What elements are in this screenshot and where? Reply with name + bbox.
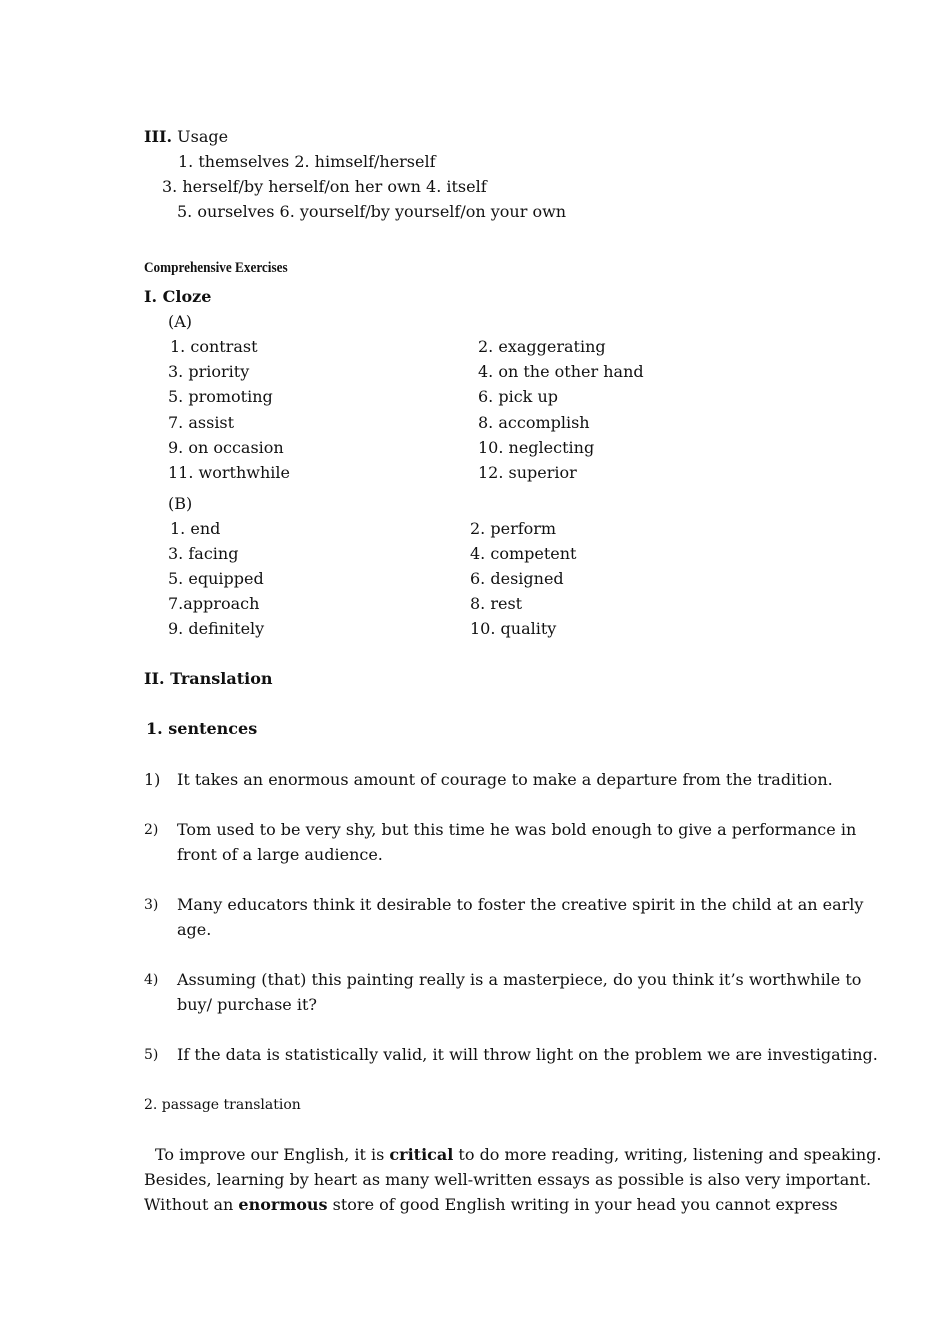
- cloze-b-answer: 8. rest: [470, 594, 523, 613]
- sentence-text: Tom used to be very shy, but this time he was bold enough to give a performance in: [177, 820, 857, 839]
- usage-line: 5. ourselves 6. yourself/by yourself/on your own: [177, 202, 567, 221]
- passage-heading: 2. passage translation: [144, 1097, 301, 1113]
- sentence-text: age.: [177, 920, 212, 939]
- cloze-b-answer: 9. definitely: [168, 619, 265, 638]
- passage-bold-word: enormous: [238, 1195, 328, 1214]
- translation-heading: II. Translation: [144, 669, 273, 688]
- passage-text: To improve our English, it is: [155, 1145, 390, 1164]
- cloze-a-answer: 7. assist: [168, 413, 235, 432]
- cloze-a-answer: 5. promoting: [168, 387, 273, 406]
- section-title: Comprehensive Exercises: [144, 260, 288, 276]
- passage-line: [144, 1194, 838, 1216]
- cloze-b-answer: 6. designed: [470, 569, 564, 588]
- usage-line: 1. themselves 2. himself/herself: [178, 152, 436, 171]
- passage-text: to do more reading, writing, listening and speaking.: [453, 1145, 882, 1164]
- cloze-heading: I. Cloze: [144, 287, 212, 306]
- sentence-number: 1): [144, 770, 161, 789]
- cloze-b-answer: 5. equipped: [168, 569, 264, 588]
- usage-line: 3. herself/by herself/on her own 4. itself: [162, 177, 487, 196]
- cloze-a-answer: 3. priority: [168, 362, 250, 381]
- cloze-a-answer: 4. on the other hand: [478, 362, 644, 381]
- sentences-heading: 1. sentences: [146, 719, 258, 738]
- cloze-b-answer: 7.approach: [168, 594, 260, 613]
- cloze-b-answer: 3. facing: [168, 544, 239, 563]
- sentence-text: If the data is statistically valid, it will throw light on the problem we are investigating.: [177, 1045, 878, 1064]
- cloze-b-answer: 1. end: [170, 519, 221, 538]
- sentence-text: It takes an enormous amount of courage to make a departure from the tradition.: [177, 770, 833, 789]
- passage-bold-word: critical: [389, 1145, 454, 1164]
- passage-line: [155, 1144, 881, 1166]
- cloze-b-answer: 2. perform: [470, 519, 557, 538]
- cloze-part-b-label: (B): [168, 494, 193, 513]
- cloze-a-answer: 12. superior: [478, 463, 577, 482]
- cloze-a-answer: 9. on occasion: [168, 438, 284, 457]
- cloze-a-answer: 8. accomplish: [478, 413, 590, 432]
- cloze-a-answer: 6. pick up: [478, 387, 558, 406]
- passage-text: store of good English writing in your head you cannot express: [327, 1195, 838, 1214]
- passage-text: Without an: [144, 1195, 239, 1214]
- cloze-a-answer: 2. exaggerating: [478, 337, 606, 356]
- sentence-number: 2): [144, 822, 159, 838]
- cloze-a-answer: 1. contrast: [170, 337, 258, 356]
- sentence-text: buy/ purchase it?: [177, 995, 317, 1014]
- sentence-number: 3): [144, 897, 159, 913]
- cloze-a-answer: 10. neglecting: [478, 438, 595, 457]
- usage-heading: [144, 126, 228, 148]
- cloze-b-answer: 4. competent: [470, 544, 577, 563]
- cloze-b-answer: 10. quality: [470, 619, 557, 638]
- passage-line: Besides, learning by heart as many well-written essays as possible is also very important.: [144, 1170, 872, 1189]
- usage-heading-number: III.: [144, 127, 173, 146]
- sentence-number: 4): [144, 972, 159, 988]
- sentence-text: Assuming (that) this painting really is a masterpiece, do you think it’s worthwhile to: [177, 970, 862, 989]
- cloze-a-answer: 11. worthwhile: [168, 463, 290, 482]
- sentence-text: front of a large audience.: [177, 845, 383, 864]
- sentence-text: Many educators think it desirable to foster the creative spirit in the child at an early: [177, 895, 864, 914]
- usage-heading-label: Usage: [177, 127, 229, 146]
- cloze-part-a-label: (A): [168, 312, 193, 331]
- sentence-number: 5): [144, 1047, 159, 1063]
